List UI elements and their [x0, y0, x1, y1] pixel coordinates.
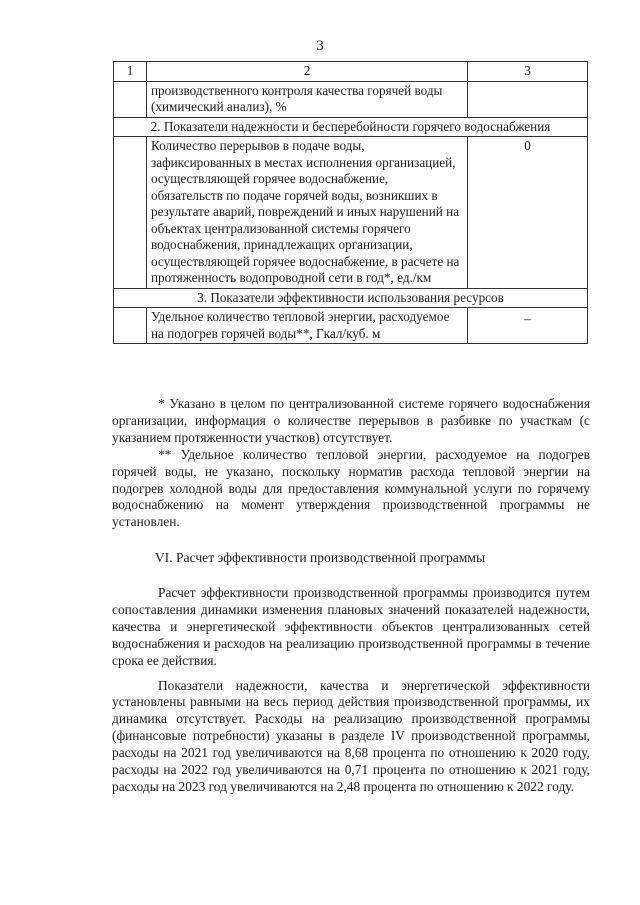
table-row: [114, 308, 588, 344]
table-cell: Удельное количество тепловой энергии, расходуемое на подогрев горячей воды**, Гкал/куб. м: [147, 308, 468, 344]
table-row: [114, 81, 588, 117]
page-number: 3: [316, 38, 324, 54]
table-section-row: [114, 288, 588, 308]
table-header-row: [114, 62, 588, 82]
table-header-cell: 1: [114, 62, 147, 82]
table-cell: производственного контроля качества горячей воды (химический анализ), %: [147, 81, 468, 117]
dash-value: –: [524, 311, 531, 326]
footnotes: [112, 396, 590, 531]
footnote: ** Удельное количество тепловой энергии, расходуемое на подогрев горячей воды, не указано, поскольку норматив расхода тепловой энергии на подогрев холодной воды для предоставления коммунальной услуги по горячему водоснабжению на момент утверждения производственной программы не установлен.: [112, 446, 590, 530]
paragraph: Показатели надежности, качества и энергетической эффективности установлены равными на весь период действия производственной программы, их динамика отсутствует. Расходы на реализацию производственной программы (финансовые потребности) указаны в разделе IV производственной программы, расходы на 2021 год увеличиваются на 8,68 процента по отношению к 2020 году, расходы на 2022 год увеличиваются на 0,71 процента по отношению к 2021 году, расходы на 2023 год увеличиваются на 2,48 процента по отношению к 2022 году.: [112, 677, 590, 794]
paragraph: Расчет эффективности производственной программы производится путем сопоставления динамики изменения плановых значений показателей надежности, качества и энергетической эффективности объектов централизованных сетей водоснабжения и расходов на реализацию производственной программы в течение срока ее действия.: [112, 585, 590, 668]
table-cell: Количество перерывов в подаче воды, зафиксированных в местах исполнения организацией, осуществляющей горячее водоснабжение, обязательств по подаче горячей воды, возникших в результате аварий, повреждений и иных нарушений на объектах централизованной системы горячего водоснабжения, принадлежащих организации, осуществляющей горячее водоснабжение, в расчете на протяженность водопроводной сети в год*, ед./км: [147, 137, 468, 289]
table-row: [114, 137, 588, 289]
section-heading-reliability: 2. Показатели надежности и бесперебойности горячего водоснабжения: [114, 117, 588, 137]
table-cell: [468, 308, 588, 344]
table-cell: [114, 137, 147, 289]
indicators-table: [113, 61, 588, 344]
footnote: * Указано в целом по централизованной системе горячего водоснабжения организации, информация о количестве перерывов в разбивке по участкам (с указанием протяженности участков) отсутствует.: [112, 396, 590, 445]
table-cell: [114, 308, 147, 344]
table-cell: 0: [468, 137, 588, 289]
table-header-cell: 3: [468, 62, 588, 82]
section-title: VI. Расчет эффективности производственной программы: [154, 550, 486, 565]
table-cell: [468, 81, 588, 117]
section-heading-efficiency: 3. Показатели эффективности использования ресурсов: [114, 288, 588, 308]
table-cell: [114, 81, 147, 117]
table-header-cell: 2: [147, 62, 468, 82]
body-text: [112, 585, 590, 804]
table-section-row: [114, 117, 588, 137]
